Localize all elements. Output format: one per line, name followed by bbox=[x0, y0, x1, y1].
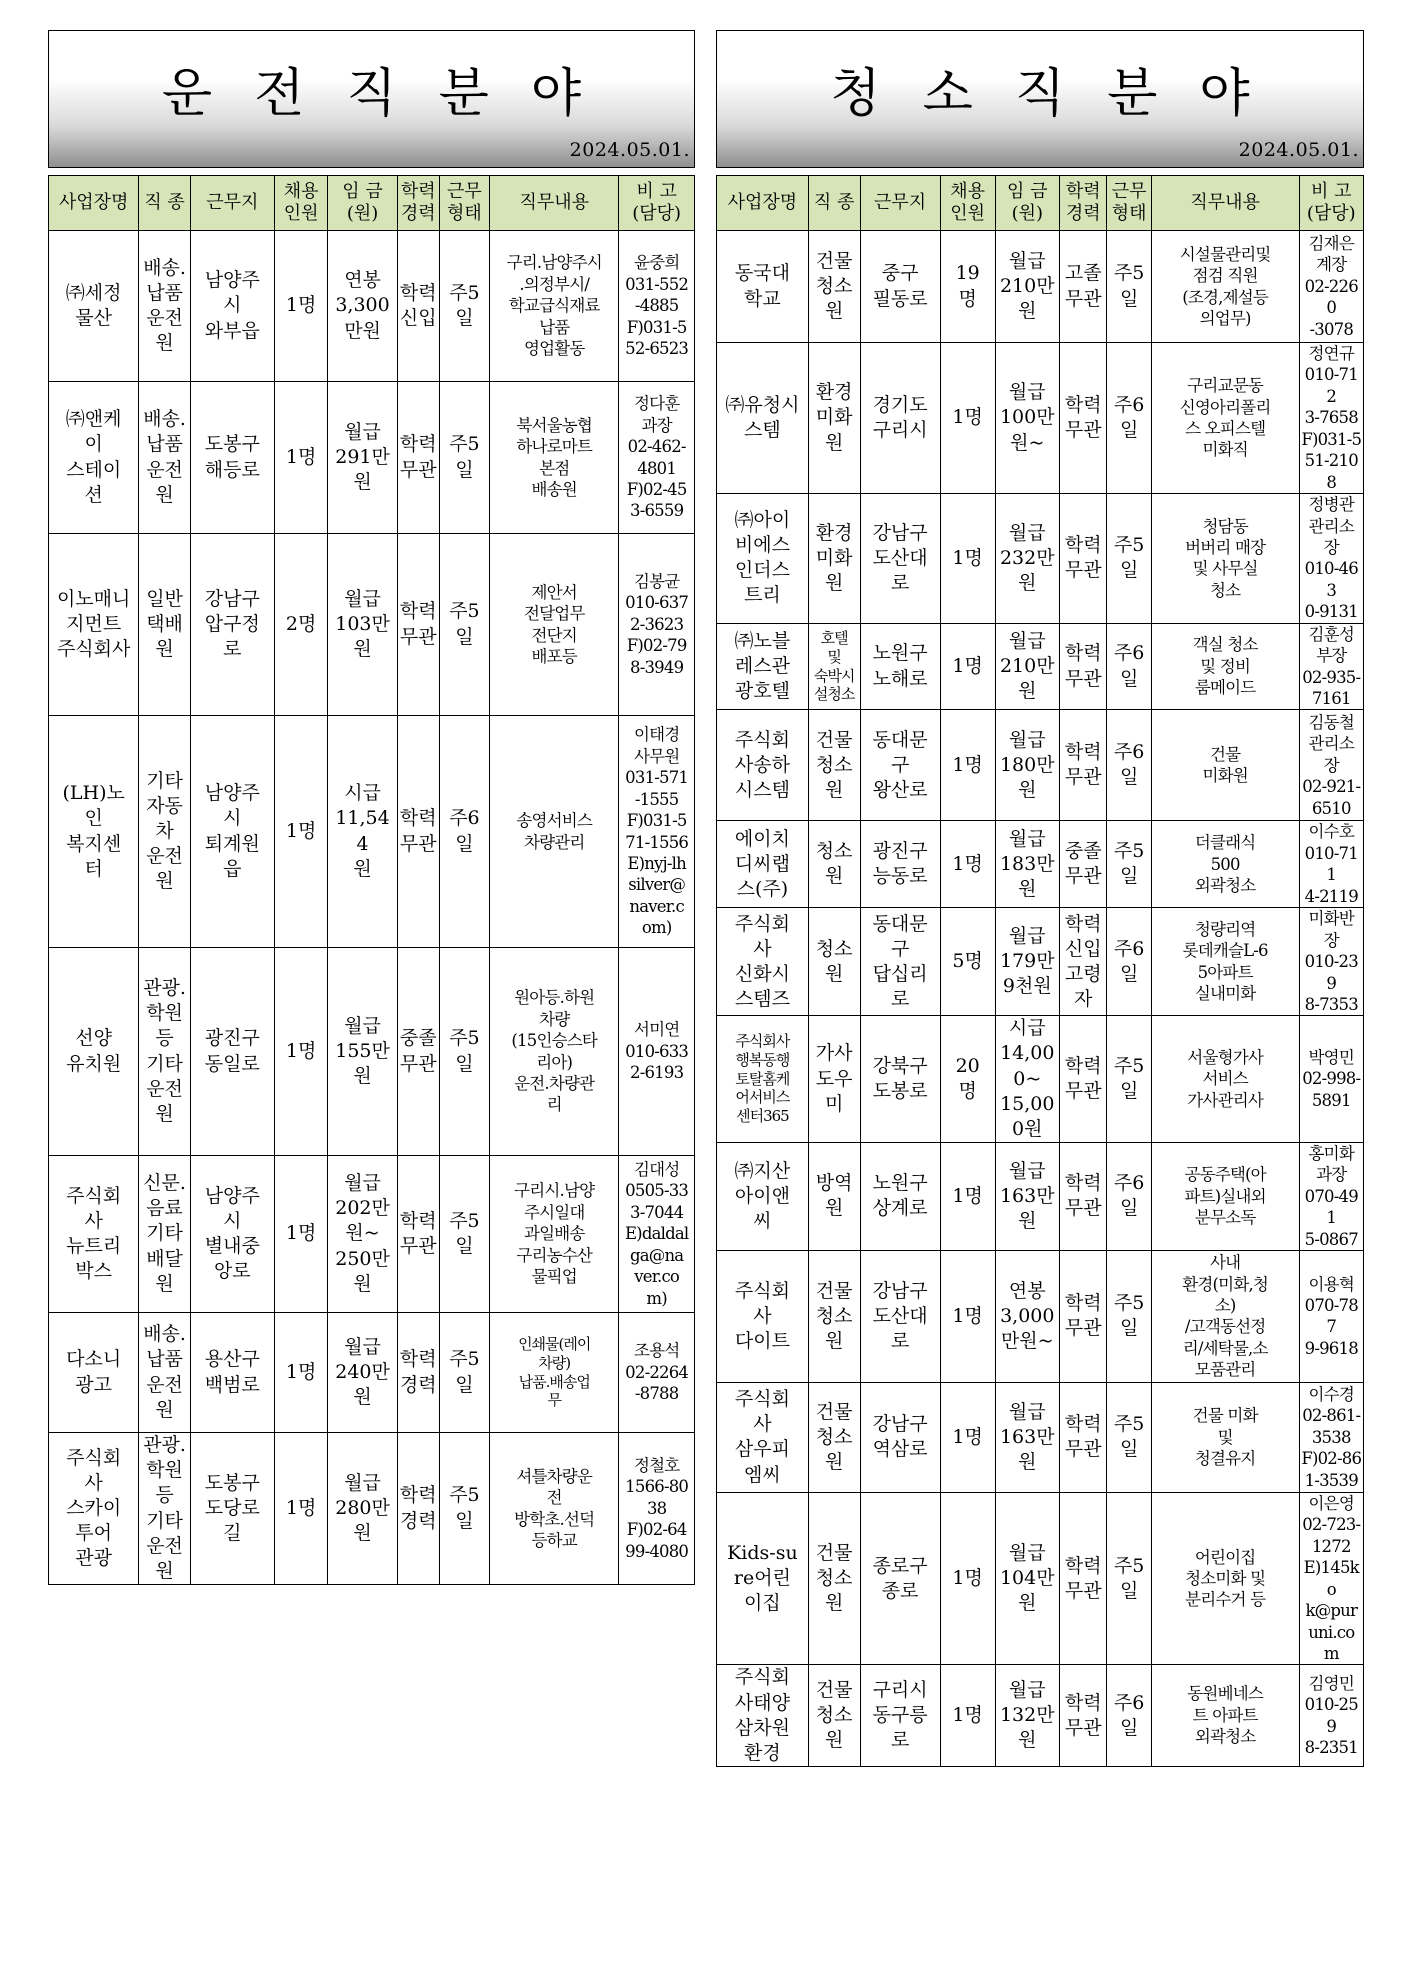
cell-company: ㈜노블 레스관 광호텔 bbox=[717, 623, 809, 710]
cell-job: 신문. 음료 기타 배달 원 bbox=[139, 1156, 190, 1313]
cell-location: 노원구 노해로 bbox=[860, 623, 940, 710]
cell-hires: 5명 bbox=[940, 908, 995, 1016]
cell-duties: 건물 미화원 bbox=[1151, 710, 1299, 821]
cell-wage: 월급 180만 원 bbox=[995, 710, 1059, 821]
cell-location: 남양주 시 별내중 앙로 bbox=[190, 1156, 274, 1313]
cell-worktype: 주5 일 bbox=[1107, 1250, 1151, 1382]
header-edu: 학력 경력 bbox=[1059, 176, 1106, 231]
cell-contact: 윤중희 031-552 -4885 F)031-5 52-6523 bbox=[619, 231, 695, 382]
cell-hires: 1명 bbox=[940, 343, 995, 494]
cell-duties: 객실 청소 및 정비 룸메이드 bbox=[1151, 623, 1299, 710]
cell-hires: 1명 bbox=[274, 1156, 328, 1313]
cell-company: 선양 유치원 bbox=[49, 948, 139, 1156]
cell-wage: 월급 240만 원 bbox=[328, 1313, 397, 1433]
driving-jobs-table bbox=[48, 175, 695, 1585]
cell-wage: 월급 163만 원 bbox=[995, 1142, 1059, 1250]
header-duties: 직무내용 bbox=[1151, 176, 1299, 231]
cell-location: 용산구 백범로 bbox=[190, 1313, 274, 1433]
cell-location: 구리시 동구릉 로 bbox=[860, 1665, 940, 1766]
cell-duties: 송영서비스 차량관리 bbox=[490, 716, 619, 948]
cell-edu: 학력 무관 bbox=[397, 1156, 439, 1313]
cell-edu: 학력 무관 bbox=[1059, 623, 1106, 710]
cell-edu: 학력 무관 bbox=[1059, 1142, 1106, 1250]
cell-worktype: 주5 일 bbox=[1107, 821, 1151, 908]
cleaning-job-row bbox=[717, 1665, 1364, 1766]
cell-location: 강남구 도산대 로 bbox=[860, 494, 940, 624]
cleaning-job-row bbox=[717, 494, 1364, 624]
cell-worktype: 주5일 bbox=[439, 1156, 489, 1313]
cell-edu: 학력 경력 bbox=[397, 1313, 439, 1433]
cell-location: 강남구 압구정 로 bbox=[190, 534, 274, 716]
cell-hires: 1명 bbox=[940, 1492, 995, 1665]
cell-company: ㈜세정 물산 bbox=[49, 231, 139, 382]
cell-hires: 1명 bbox=[940, 1142, 995, 1250]
cell-wage: 월급 280만 원 bbox=[328, 1433, 397, 1585]
cell-job: 관광. 학원 등 기타 운전 원 bbox=[139, 948, 190, 1156]
cell-edu: 학력 무관 bbox=[1059, 1665, 1106, 1766]
cell-location: 종로구 종로 bbox=[860, 1492, 940, 1665]
cell-company: 주식회 사 뉴트리 박스 bbox=[49, 1156, 139, 1313]
cell-duties: 원아등.하원 차량 (15인승스타 리아) 운전.차량관 리 bbox=[490, 948, 619, 1156]
cell-location: 강남구 도산대 로 bbox=[860, 1250, 940, 1382]
cell-edu: 학력 무관 bbox=[1059, 1382, 1106, 1492]
header-hires: 채용 인원 bbox=[274, 176, 328, 231]
cell-company: 이노매니 지먼트 주식회사 bbox=[49, 534, 139, 716]
cell-contact: 홍미화 과장 070-491 5-0867 bbox=[1299, 1142, 1363, 1250]
cell-location: 경기도 구리시 bbox=[860, 343, 940, 494]
cell-edu: 학력 무관 bbox=[1059, 494, 1106, 624]
cell-job: 방역 원 bbox=[808, 1142, 860, 1250]
cell-location: 동대문 구 왕산로 bbox=[860, 710, 940, 821]
cell-worktype: 주6일 bbox=[439, 716, 489, 948]
cell-wage: 월급 179만 9천원 bbox=[995, 908, 1059, 1016]
cell-company: 주식회 사 신화시 스템즈 bbox=[717, 908, 809, 1016]
cell-job: 배송. 납품 운전 원 bbox=[139, 382, 190, 534]
cell-worktype: 주5 일 bbox=[1107, 231, 1151, 343]
cell-contact: 김영민 010-259 8-2351 bbox=[1299, 1665, 1363, 1766]
cell-hires: 2명 bbox=[274, 534, 328, 716]
cell-job: 건물 청소 원 bbox=[808, 710, 860, 821]
driving-job-row bbox=[49, 716, 695, 948]
cell-contact: 김봉균 010-637 2-3623 F)02-79 8-3949 bbox=[619, 534, 695, 716]
cell-contact: 김동철 관리소 장 02-921- 6510 bbox=[1299, 710, 1363, 821]
header-contact: 비 고 (담당) bbox=[1299, 176, 1363, 231]
cell-hires: 1명 bbox=[940, 1665, 995, 1766]
cell-contact: 이수경 02-861- 3538 F)02-86 1-3539 bbox=[1299, 1382, 1363, 1492]
cell-company: ㈜앤케 이 스테이 션 bbox=[49, 382, 139, 534]
cell-worktype: 주6 일 bbox=[1107, 710, 1151, 821]
cell-edu: 학력 신입 bbox=[397, 231, 439, 382]
cell-contact: 조용석 02-2264 -8788 bbox=[619, 1313, 695, 1433]
driving-job-row bbox=[49, 1433, 695, 1585]
cell-location: 남양주 시 와부읍 bbox=[190, 231, 274, 382]
cell-duties: 동원베네스 트 아파트 외곽청소 bbox=[1151, 1665, 1299, 1766]
cell-edu: 고졸 무관 bbox=[1059, 231, 1106, 343]
cell-location: 강남구 역삼로 bbox=[860, 1382, 940, 1492]
cell-contact: 박영민 02-998- 5891 bbox=[1299, 1016, 1363, 1142]
cell-duties: 제안서 전달업무 전단지 배포등 bbox=[490, 534, 619, 716]
cell-duties: 청량리역 롯데캐슬L-6 5아파트 실내미화 bbox=[1151, 908, 1299, 1016]
cell-wage: 월급 100만 원~ bbox=[995, 343, 1059, 494]
cell-wage: 월급 163만 원 bbox=[995, 1382, 1059, 1492]
driving-job-row bbox=[49, 948, 695, 1156]
cell-location: 도봉구 도당로 길 bbox=[190, 1433, 274, 1585]
cleaning-header-row bbox=[717, 176, 1364, 231]
cell-contact: 김대성 0505-33 3-7044 E)daldal ga@na ver.co m) bbox=[619, 1156, 695, 1313]
cell-hires: 1명 bbox=[940, 710, 995, 821]
cell-contact: 정병관 관리소 장 010-463 0-9131 bbox=[1299, 494, 1363, 624]
cell-contact: 서미연 010-633 2-6193 bbox=[619, 948, 695, 1156]
cell-duties: 시설물관리및 점검 직원 (조경,제설등 의업무) bbox=[1151, 231, 1299, 343]
cell-hires: 1명 bbox=[274, 1433, 328, 1585]
cell-wage: 월급 183만 원 bbox=[995, 821, 1059, 908]
driving-header-row bbox=[49, 176, 695, 231]
cell-hires: 19 명 bbox=[940, 231, 995, 343]
cell-wage: 월급 103만 원 bbox=[328, 534, 397, 716]
cell-hires: 1명 bbox=[940, 623, 995, 710]
cell-worktype: 주5일 bbox=[439, 1313, 489, 1433]
header-company: 사업장명 bbox=[49, 176, 139, 231]
cell-company: ㈜아이 비에스 인더스 트리 bbox=[717, 494, 809, 624]
header-contact: 비 고 (담당) bbox=[619, 176, 695, 231]
cell-job: 배송. 납품 운전 원 bbox=[139, 231, 190, 382]
cell-contact: 이용혁 070-787 9-9618 bbox=[1299, 1250, 1363, 1382]
cell-wage: 월급 210만 원 bbox=[995, 231, 1059, 343]
driving-title: 운전직분야 bbox=[161, 64, 624, 124]
header-wage: 임 금 (원) bbox=[995, 176, 1059, 231]
cell-edu: 중졸 무관 bbox=[1059, 821, 1106, 908]
cell-job: 호텔 및 숙박시 설청소 bbox=[808, 623, 860, 710]
cleaning-job-row bbox=[717, 1250, 1364, 1382]
cell-hires: 1명 bbox=[274, 948, 328, 1156]
cell-company: (LH)노 인 복지센 터 bbox=[49, 716, 139, 948]
cell-duties: 구리시.남양 주시일대 과일배송 구리농수산 물픽업 bbox=[490, 1156, 619, 1313]
cell-job: 환경 미화 원 bbox=[808, 494, 860, 624]
cell-location: 도봉구 해등로 bbox=[190, 382, 274, 534]
cell-edu: 학력 무관 bbox=[397, 382, 439, 534]
cell-job: 기타 자동 차 운전 원 bbox=[139, 716, 190, 948]
cell-location: 광진구 동일로 bbox=[190, 948, 274, 1156]
driving-job-row bbox=[49, 382, 695, 534]
cell-duties: 어린이집 청소미화 및 분리수거 등 bbox=[1151, 1492, 1299, 1665]
cell-company: 주식회 사 다이트 bbox=[717, 1250, 809, 1382]
cell-company: 주식회사 행복동행 토탈홈케 어서비스 센터365 bbox=[717, 1016, 809, 1142]
cell-worktype: 주5일 bbox=[439, 1433, 489, 1585]
cell-job: 일반 택배 원 bbox=[139, 534, 190, 716]
cell-wage: 연봉 3,300 만원 bbox=[328, 231, 397, 382]
cell-wage: 월급 291만 원 bbox=[328, 382, 397, 534]
cell-job: 청소 원 bbox=[808, 908, 860, 1016]
cell-edu: 학력 무관 bbox=[1059, 343, 1106, 494]
cell-edu: 학력 무관 bbox=[1059, 710, 1106, 821]
cell-wage: 월급 232만 원 bbox=[995, 494, 1059, 624]
cell-hires: 1명 bbox=[940, 494, 995, 624]
driving-job-row bbox=[49, 1313, 695, 1433]
cell-contact: 정연규 010-712 3-7658 F)031-5 51-2108 bbox=[1299, 343, 1363, 494]
cell-wage: 시급 14,00 0~ 15,00 0원 bbox=[995, 1016, 1059, 1142]
cell-duties: 더클래식 500 외곽청소 bbox=[1151, 821, 1299, 908]
header-location: 근무지 bbox=[190, 176, 274, 231]
cell-location: 중구 필동로 bbox=[860, 231, 940, 343]
header-worktype: 근무 형태 bbox=[439, 176, 489, 231]
cell-hires: 20 명 bbox=[940, 1016, 995, 1142]
cell-contact: 정철호 1566-80 38 F)02-64 99-4080 bbox=[619, 1433, 695, 1585]
cell-company: 주식회 사 삼우피 엠씨 bbox=[717, 1382, 809, 1492]
cell-job: 청소 원 bbox=[808, 821, 860, 908]
cell-job: 가사 도우 미 bbox=[808, 1016, 860, 1142]
cell-wage: 시급 11,544 원 bbox=[328, 716, 397, 948]
cell-duties: 서울형가사 서비스 가사관리사 bbox=[1151, 1016, 1299, 1142]
cell-worktype: 주5 일 bbox=[1107, 1382, 1151, 1492]
cell-company: 주식회 사태양 삼차원 환경 bbox=[717, 1665, 809, 1766]
cell-worktype: 주5일 bbox=[439, 382, 489, 534]
cell-company: 주식회 사송하 시스템 bbox=[717, 710, 809, 821]
cell-job: 건물 청소 원 bbox=[808, 1382, 860, 1492]
cell-contact: 김훈성 부장 02-935- 7161 bbox=[1299, 623, 1363, 710]
cell-company: ㈜지산 아이앤 씨 bbox=[717, 1142, 809, 1250]
cleaning-job-row bbox=[717, 1142, 1364, 1250]
cell-edu: 학력 신입 고령 자 bbox=[1059, 908, 1106, 1016]
cell-edu: 학력 무관 bbox=[1059, 1492, 1106, 1665]
header-hires: 채용 인원 bbox=[940, 176, 995, 231]
cell-worktype: 주5일 bbox=[439, 231, 489, 382]
cell-duties: 셔틀차량운 전 방학초.선덕 등하교 bbox=[490, 1433, 619, 1585]
cell-company: 주식회 사 스카이 투어 관광 bbox=[49, 1433, 139, 1585]
cell-edu: 학력 무관 bbox=[1059, 1250, 1106, 1382]
cleaning-jobs-table bbox=[716, 175, 1364, 1767]
driving-table-body bbox=[49, 231, 695, 1585]
driving-job-row bbox=[49, 534, 695, 716]
cell-hires: 1명 bbox=[940, 1382, 995, 1492]
cell-hires: 1명 bbox=[274, 716, 328, 948]
cleaning-date: 2024.05.01. bbox=[1238, 139, 1359, 161]
cell-duties: 건물 미화 및 청결유지 bbox=[1151, 1382, 1299, 1492]
header-edu: 학력 경력 bbox=[397, 176, 439, 231]
cell-worktype: 주6 일 bbox=[1107, 1665, 1151, 1766]
cell-duties: 구리.남양주시 .의정부시/ 학교급식재료 납품 영업활동 bbox=[490, 231, 619, 382]
cell-company: 동국대 학교 bbox=[717, 231, 809, 343]
cell-contact: 미화반 장 010-239 8-7353 bbox=[1299, 908, 1363, 1016]
cell-location: 노원구 상계로 bbox=[860, 1142, 940, 1250]
cell-job: 건물 청소 원 bbox=[808, 1492, 860, 1665]
cell-hires: 1명 bbox=[274, 1313, 328, 1433]
cell-job: 건물 청소 원 bbox=[808, 231, 860, 343]
cell-worktype: 주6 일 bbox=[1107, 1142, 1151, 1250]
cell-duties: 구리교문동 신영아리폴리 스 오피스텔 미화직 bbox=[1151, 343, 1299, 494]
cell-wage: 월급 202만 원~ 250만 원 bbox=[328, 1156, 397, 1313]
cell-wage: 월급 132만 원 bbox=[995, 1665, 1059, 1766]
cell-worktype: 주5 일 bbox=[1107, 1016, 1151, 1142]
cell-hires: 1명 bbox=[274, 382, 328, 534]
cleaning-job-row bbox=[717, 623, 1364, 710]
cell-duties: 인쇄물(레이 차량) 납품.배송업 무 bbox=[490, 1313, 619, 1433]
header-company: 사업장명 bbox=[717, 176, 809, 231]
cleaning-job-row bbox=[717, 1382, 1364, 1492]
cell-worktype: 주6 일 bbox=[1107, 343, 1151, 494]
cell-wage: 연봉 3,000 만원~ bbox=[995, 1250, 1059, 1382]
cleaning-job-row bbox=[717, 343, 1364, 494]
cell-location: 동대문 구 답십리 로 bbox=[860, 908, 940, 1016]
header-wage: 임 금 (원) bbox=[328, 176, 397, 231]
cell-company: Kids-su re어린 이집 bbox=[717, 1492, 809, 1665]
cell-contact: 이수호 010-711 4-2119 bbox=[1299, 821, 1363, 908]
cleaning-job-row bbox=[717, 1016, 1364, 1142]
cell-job: 관광. 학원 등 기타 운전 원 bbox=[139, 1433, 190, 1585]
header-job: 직 종 bbox=[139, 176, 190, 231]
cleaning-job-row bbox=[717, 1492, 1364, 1665]
cell-edu: 학력 무관 bbox=[397, 534, 439, 716]
cell-worktype: 주6 일 bbox=[1107, 623, 1151, 710]
header-location: 근무지 bbox=[860, 176, 940, 231]
driving-date: 2024.05.01. bbox=[569, 139, 690, 161]
cell-job: 환경 미화 원 bbox=[808, 343, 860, 494]
cell-company: 다소니 광고 bbox=[49, 1313, 139, 1433]
cleaning-job-row bbox=[717, 231, 1364, 343]
cleaning-title-box bbox=[716, 30, 1364, 168]
cell-hires: 1명 bbox=[274, 231, 328, 382]
cell-duties: 공동주택(아 파트)실내외 분무소독 bbox=[1151, 1142, 1299, 1250]
header-duties: 직무내용 bbox=[490, 176, 619, 231]
cell-company: ㈜유청시 스템 bbox=[717, 343, 809, 494]
cell-contact: 이태경 사무원 031-571 -1555 F)031-5 71-1556 E)nyj-lh silver@ naver.c om) bbox=[619, 716, 695, 948]
driving-job-row bbox=[49, 1156, 695, 1313]
header-worktype: 근무 형태 bbox=[1107, 176, 1151, 231]
cell-duties: 청담동 버버리 매장 및 사무실 청소 bbox=[1151, 494, 1299, 624]
cell-location: 광진구 능동로 bbox=[860, 821, 940, 908]
cell-wage: 월급 210만 원 bbox=[995, 623, 1059, 710]
cell-worktype: 주5일 bbox=[439, 948, 489, 1156]
cell-edu: 학력 무관 bbox=[397, 716, 439, 948]
cell-hires: 1명 bbox=[940, 821, 995, 908]
cell-worktype: 주5 일 bbox=[1107, 1492, 1151, 1665]
cell-wage: 월급 104만 원 bbox=[995, 1492, 1059, 1665]
cell-worktype: 주5 일 bbox=[1107, 494, 1151, 624]
header-job: 직 종 bbox=[808, 176, 860, 231]
cell-edu: 중졸 무관 bbox=[397, 948, 439, 1156]
cell-job: 건물 청소 원 bbox=[808, 1665, 860, 1766]
cell-contact: 정다훈 과장 02-462- 4801 F)02-45 3-6559 bbox=[619, 382, 695, 534]
cell-job: 건물 청소 원 bbox=[808, 1250, 860, 1382]
cell-company: 에이치 디씨랩 스(주) bbox=[717, 821, 809, 908]
cell-duties: 사내 환경(미화,청 소) /고객동선정 리/세탁물,소 모품관리 bbox=[1151, 1250, 1299, 1382]
cleaning-job-row bbox=[717, 908, 1364, 1016]
cell-contact: 이은영 02-723- 1272 E)145ko k@pur uni.co m bbox=[1299, 1492, 1363, 1665]
driving-job-row bbox=[49, 231, 695, 382]
cleaning-title: 청소직분야 bbox=[830, 64, 1292, 124]
cell-location: 강북구 도봉로 bbox=[860, 1016, 940, 1142]
cell-edu: 학력 경력 bbox=[397, 1433, 439, 1585]
cell-contact: 김재은 계장 02-2260 -3078 bbox=[1299, 231, 1363, 343]
cell-hires: 1명 bbox=[940, 1250, 995, 1382]
cleaning-job-row bbox=[717, 821, 1364, 908]
cell-location: 남양주 시 퇴계원 읍 bbox=[190, 716, 274, 948]
driving-title-box bbox=[48, 30, 695, 168]
cleaning-job-row bbox=[717, 710, 1364, 821]
cell-worktype: 주5일 bbox=[439, 534, 489, 716]
cell-job: 배송. 납품 운전 원 bbox=[139, 1313, 190, 1433]
cell-edu: 학력 무관 bbox=[1059, 1016, 1106, 1142]
cell-wage: 월급 155만 원 bbox=[328, 948, 397, 1156]
cleaning-table-body bbox=[717, 231, 1364, 1767]
cell-worktype: 주6 일 bbox=[1107, 908, 1151, 1016]
cell-duties: 북서울농협 하나로마트 본점 배송원 bbox=[490, 382, 619, 534]
